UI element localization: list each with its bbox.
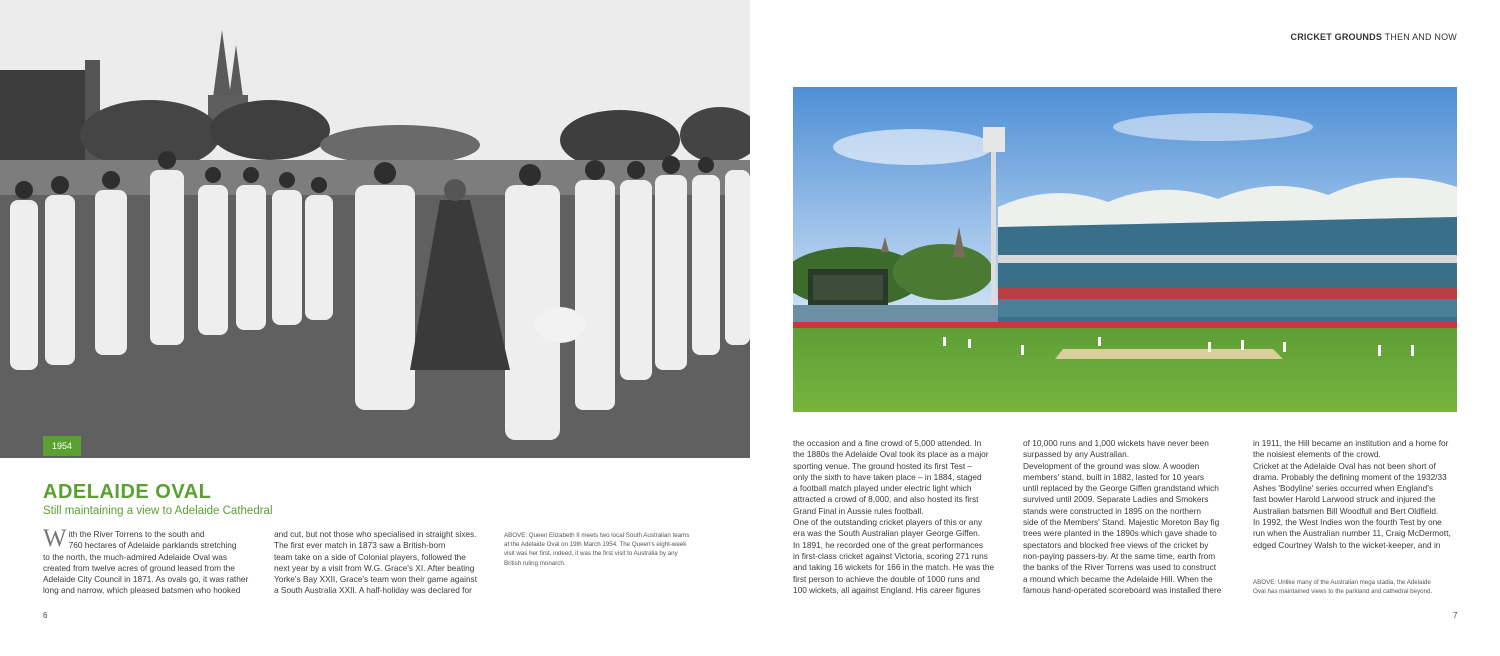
body-column-4: of 10,000 runs and 1,000 wickets have never been surpassed by any Australian. Development of the ground was slow. A wooden members' stand, built in 1882, lasted for 10 years until replaced by the George Giffen grandstand which survived until 2009. Separate Ladies and Smokers stands were constructed in 1895 on the northern side of the Members' Stand. Majestic Moreton Bay fig trees were planted in the 1890s which gave shade to spectators and blocked free views of the cricket by non-paying passers-by. At the same time, earth from the banks of the River Torrens was used to construct a mound which became the Adelaide Hill. When the famous hand-operated scoreboard was installed there	[1023, 438, 1222, 595]
historic-photo-1954	[0, 0, 750, 458]
historic-photo-illustration	[0, 0, 750, 458]
body-column-1	[43, 525, 253, 597]
page-number-right: 7	[1453, 611, 1458, 620]
body-column-1-text: ith the River Torrens to the south and 760 hectares of Adelaide parklands stretching to the north, the much-admired Adelaide Oval was created from twelve acres of ground leased from the Adelaide City Council in 1871. As ovals go, it was rather long and narrow, which pleased batsmen who hooked	[43, 529, 249, 596]
dropcap: W	[43, 525, 67, 552]
running-head	[1291, 32, 1457, 42]
page-number-left: 6	[43, 611, 48, 620]
article-headline: ADELAIDE OVAL	[43, 481, 212, 503]
year-badge: 1954	[43, 436, 81, 456]
body-column-2: and cut, but not those who specialised in straight sixes. The first ever match in 1873 saw a British-born team take on a side of Colonial players, followed the next year by a visit from W.G. Grace's XI. After beating Yorke's Bay XXII, Grace's team won their game against a South Australia XXII. A half-holiday was declared for	[274, 529, 478, 596]
caption-left: ABOVE: Queen Elizabeth II meets two local South Australian teams at the Adelaide Oval on 19th March 1954. The Queen's eight-week visit was her first, indeed, it was the first visit to Australia by any British ruling monarch.	[504, 532, 690, 567]
article-subhead: Still maintaining a view to Adelaide Cathedral	[43, 505, 273, 517]
stadium-photo-illustration	[793, 87, 1457, 412]
caption-right: ABOVE: Unlike many of the Australian mega stadia, the Adelaide Oval has maintained views to the parkland and cathedral beyond.	[1253, 579, 1433, 596]
body-column-3: the occasion and a fine crowd of 5,000 attended. In the 1880s the Adelaide Oval took its place as a major sporting venue. The ground hosted its first Test – only the sixth to have taken place – in 1884, staged a football match played under electric light which attracted a crowd of 8,000, and also hosted its first Grand Final in Aussie rules football. One of the outstanding cricket players of this or any era was the South Australian player George Giffen. In 1891, he recorded one of the great performances in first-class cricket against Victoria, scoring 271 runs and taking 16 wickets for 166 in the match. He was the first person to achieve the double of 1000 runs and 100 wickets, all against England. His career figures	[793, 438, 995, 595]
body-column-5: in 1911, the Hill became an institution and a home for the noisiest elements of the crowd. Cricket at the Adelaide Oval has not been short of drama. Probably the defining moment of the 1932/33 Ashes 'Bodyline' series occurred when England's fast bowler Harold Larwood struck and injured the Australian batsmen Bill Woodfull and Bert Oldfield. In 1992, the West Indies won the fourth Test by one run when the Australian number 11, Craig McDermott, edged Courtney Walsh to the wicket-keeper, and in	[1253, 438, 1451, 550]
running-head-rest: THEN AND NOW	[1384, 32, 1457, 42]
running-head-bold: CRICKET GROUNDS	[1290, 32, 1383, 42]
stadium-photo	[793, 87, 1457, 412]
